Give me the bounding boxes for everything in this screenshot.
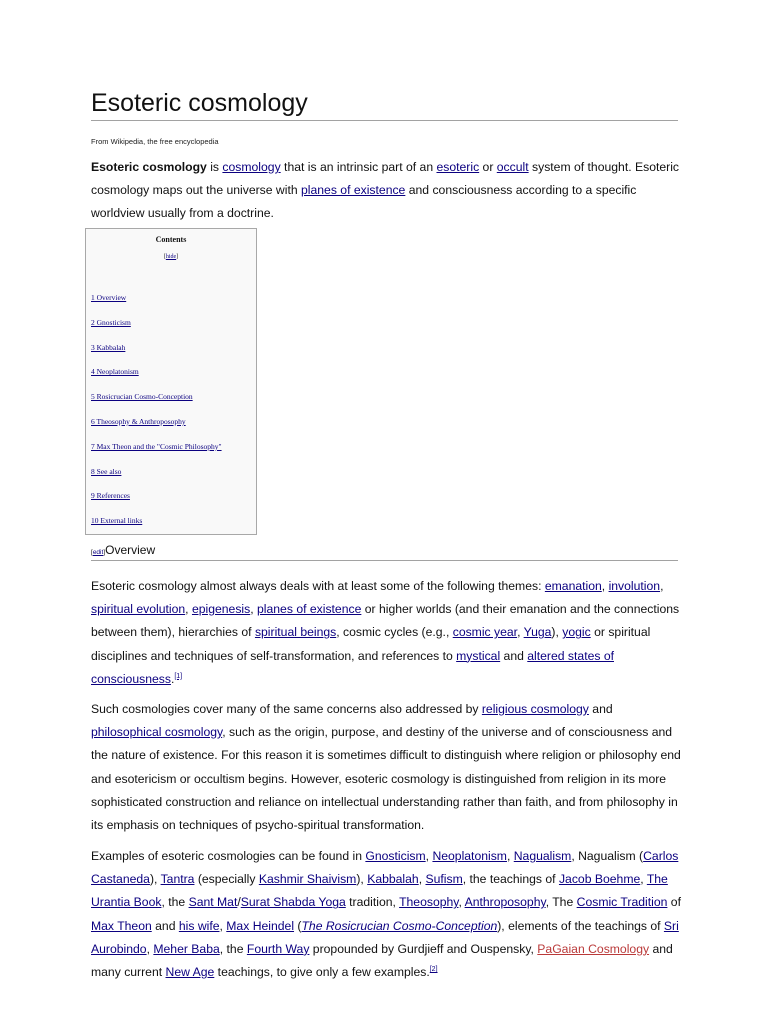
toc-item [91,491,222,516]
link-his-wife[interactable]: his wife [178,918,220,933]
link-spiritual-beings[interactable]: spiritual beings [254,625,337,640]
section-heading-overview [91,541,678,561]
toc-item [91,318,222,343]
section-edit: [edit] [91,549,106,556]
link-sri-aurobindo[interactable]: Sri Aurobindo [91,918,679,956]
link-gnosticism[interactable]: Gnosticism [365,849,426,863]
link-meher-baba[interactable]: Meher Baba [153,941,220,956]
overview-paragraph-1: Esoteric cosmology almost always deals with at least some of the following themes: emanation, involution, spiritual evolution, epigenesis, planes of existence or higher worlds (and their emanation and the connections between them), hierarchies of spiritual beings, cosmic cycles (e.g., cosmic year, Yuga), yogic or spiritual disciplines and techniques of self-transformation, and references to mystical and altered states of consciousness.[1] [91,579,680,686]
toc-link-theosophy[interactable]: 6 Theosophy & Anthroposophy [91,416,186,426]
link-fourth-way[interactable]: Fourth Way [246,941,310,956]
toc-list [91,293,222,541]
link-neoplatonism[interactable]: Neoplatonism [432,849,507,863]
site-tagline: From Wikipedia, the free encyclopedia [91,137,219,146]
link-rosicrucian-cosmo-conception[interactable]: The Rosicrucian Cosmo-Conception [301,918,498,933]
link-theosophy[interactable]: Theosophy [399,895,459,910]
edit-link[interactable]: edit [92,549,104,556]
link-involution[interactable]: involution [608,579,661,593]
link-sant-mat[interactable]: Sant Mat [188,895,238,910]
toc-link-references[interactable]: 9 References [91,491,130,501]
toc-item [91,417,222,442]
link-jacob-boehme[interactable]: Jacob Boehme [558,872,641,887]
section-title: Overview [105,543,156,557]
link-religious-cosmology[interactable]: religious cosmology [481,702,589,716]
overview-paragraph-3: Examples of esoteric cosmologies can be found in Gnosticism, Neoplatonism, Nagualism, Nagualism (Carlos Castaneda), Tantra (especially Kashmir Shaivism), Kabbalah, Sufism, the teachings of Jacob Boehme, The Urantia Book, the Sant Mat/Surat Shabda Yoga tradition, Theosophy, Anthroposophy, The Cosmic Tradition of Max Theon and his wife, Max Heindel (The Rosicrucian Cosmo-Conception), elements of the teachings of Sri Aurobindo, Meher Baba, the Fourth Way propounded by Gurdjieff and Ouspensky, PaGaian Cosmology and many current New Age teachings, to give only a few examples.[2] [91,849,681,980]
toc-item [91,442,222,467]
intro-bold-term: Esoteric cosmology [91,160,207,174]
link-kabbalah[interactable]: Kabbalah [367,872,419,887]
toc-hide-link[interactable]: hide [165,254,177,260]
toc-link-rosicrucian[interactable]: 5 Rosicrucian Cosmo-Conception [91,392,193,402]
toc-item [91,343,222,368]
link-philosophical-cosmology[interactable]: philosophical cosmology [91,725,223,740]
link-planes-of-existence-2[interactable]: planes of existence [257,602,362,617]
toc-link-external-links[interactable]: 10 External links [91,516,143,526]
toc-item [91,467,222,492]
link-cosmology[interactable]: cosmology [222,160,281,174]
link-new-age[interactable]: New Age [165,965,215,980]
link-esoteric[interactable]: esoteric [436,160,480,174]
link-cosmic-tradition[interactable]: Cosmic Tradition [576,895,668,910]
toc-item [91,516,222,541]
toc-item [91,293,222,318]
link-urantia-book[interactable]: The Urantia Book [91,872,668,910]
toc-item [91,392,222,417]
link-tantra[interactable]: Tantra [160,872,195,887]
link-max-heindel[interactable]: Max Heindel [226,918,295,933]
toc-hide-toggle: [hide] [163,254,179,260]
link-carlos-castaneda[interactable]: Carlos Castaneda [91,849,679,887]
link-altered-states[interactable]: altered states of consciousness [91,648,614,686]
link-spiritual-evolution[interactable]: spiritual evolution [91,602,186,617]
link-planes-of-existence[interactable]: planes of existence [301,183,406,198]
reference-1[interactable]: [1] [174,672,183,680]
link-kashmir-shaivism[interactable]: Kashmir Shaivism [258,872,357,887]
toc-link-see-also[interactable]: 8 See also [91,466,122,476]
link-surat-shabda-yoga[interactable]: Surat Shabda Yoga [240,895,346,910]
link-pagaian-cosmology[interactable]: PaGaian Cosmology [537,941,650,956]
toc-title: Contents [155,235,187,244]
page-title: Esoteric cosmology [91,88,678,121]
reference-2[interactable]: [2] [429,966,438,974]
toc-link-max-theon[interactable]: 7 Max Theon and the "Cosmic Philosophy" [91,441,222,451]
toc-link-overview[interactable]: 1 Overview [91,293,127,302]
link-nagualism[interactable]: Nagualism [513,849,572,863]
intro-paragraph: Esoteric cosmology is cosmology that is an intrinsic part of an esoteric or occult system of thought. Esoteric cosmology maps out the universe with planes of existence and consciousness according to a specific worldview usually from a doctrine. [91,160,680,221]
toc-link-gnosticism[interactable]: 2 Gnosticism [91,317,131,327]
overview-paragraph-2: Such cosmologies cover many of the same concerns also addressed by religious cosmology and philosophical cosmology, such as the origin, purpose, and destiny of the universe and of consciousness and the nature of existence. For this reason it is sometimes difficult to distinguish where religion or philosophy end and esotericism or occultism begins. However, esoteric cosmology is distinguished from religion in its more sophisticated construction and reliance on intellectual understanding rather than faith, and from philosophy in its emphasis on techniques of psycho-spiritual transformation. [91,702,681,833]
table-of-contents [85,228,257,535]
link-yuga[interactable]: Yuga [523,625,552,640]
link-sufism[interactable]: Sufism [425,872,463,887]
link-occult[interactable]: occult [496,160,529,174]
link-anthroposophy[interactable]: Anthroposophy [464,895,546,910]
link-emanation[interactable]: emanation [544,579,602,593]
link-epigenesis[interactable]: epigenesis [191,602,251,617]
toc-item [91,367,222,392]
link-yogic[interactable]: yogic [562,625,591,640]
toc-link-neoplatonism[interactable]: 4 Neoplatonism [91,367,139,377]
link-mystical[interactable]: mystical [456,648,501,663]
link-max-theon[interactable]: Max Theon [91,918,152,933]
toc-link-kabbalah[interactable]: 3 Kabbalah [91,342,126,352]
link-cosmic-year[interactable]: cosmic year [452,625,518,640]
